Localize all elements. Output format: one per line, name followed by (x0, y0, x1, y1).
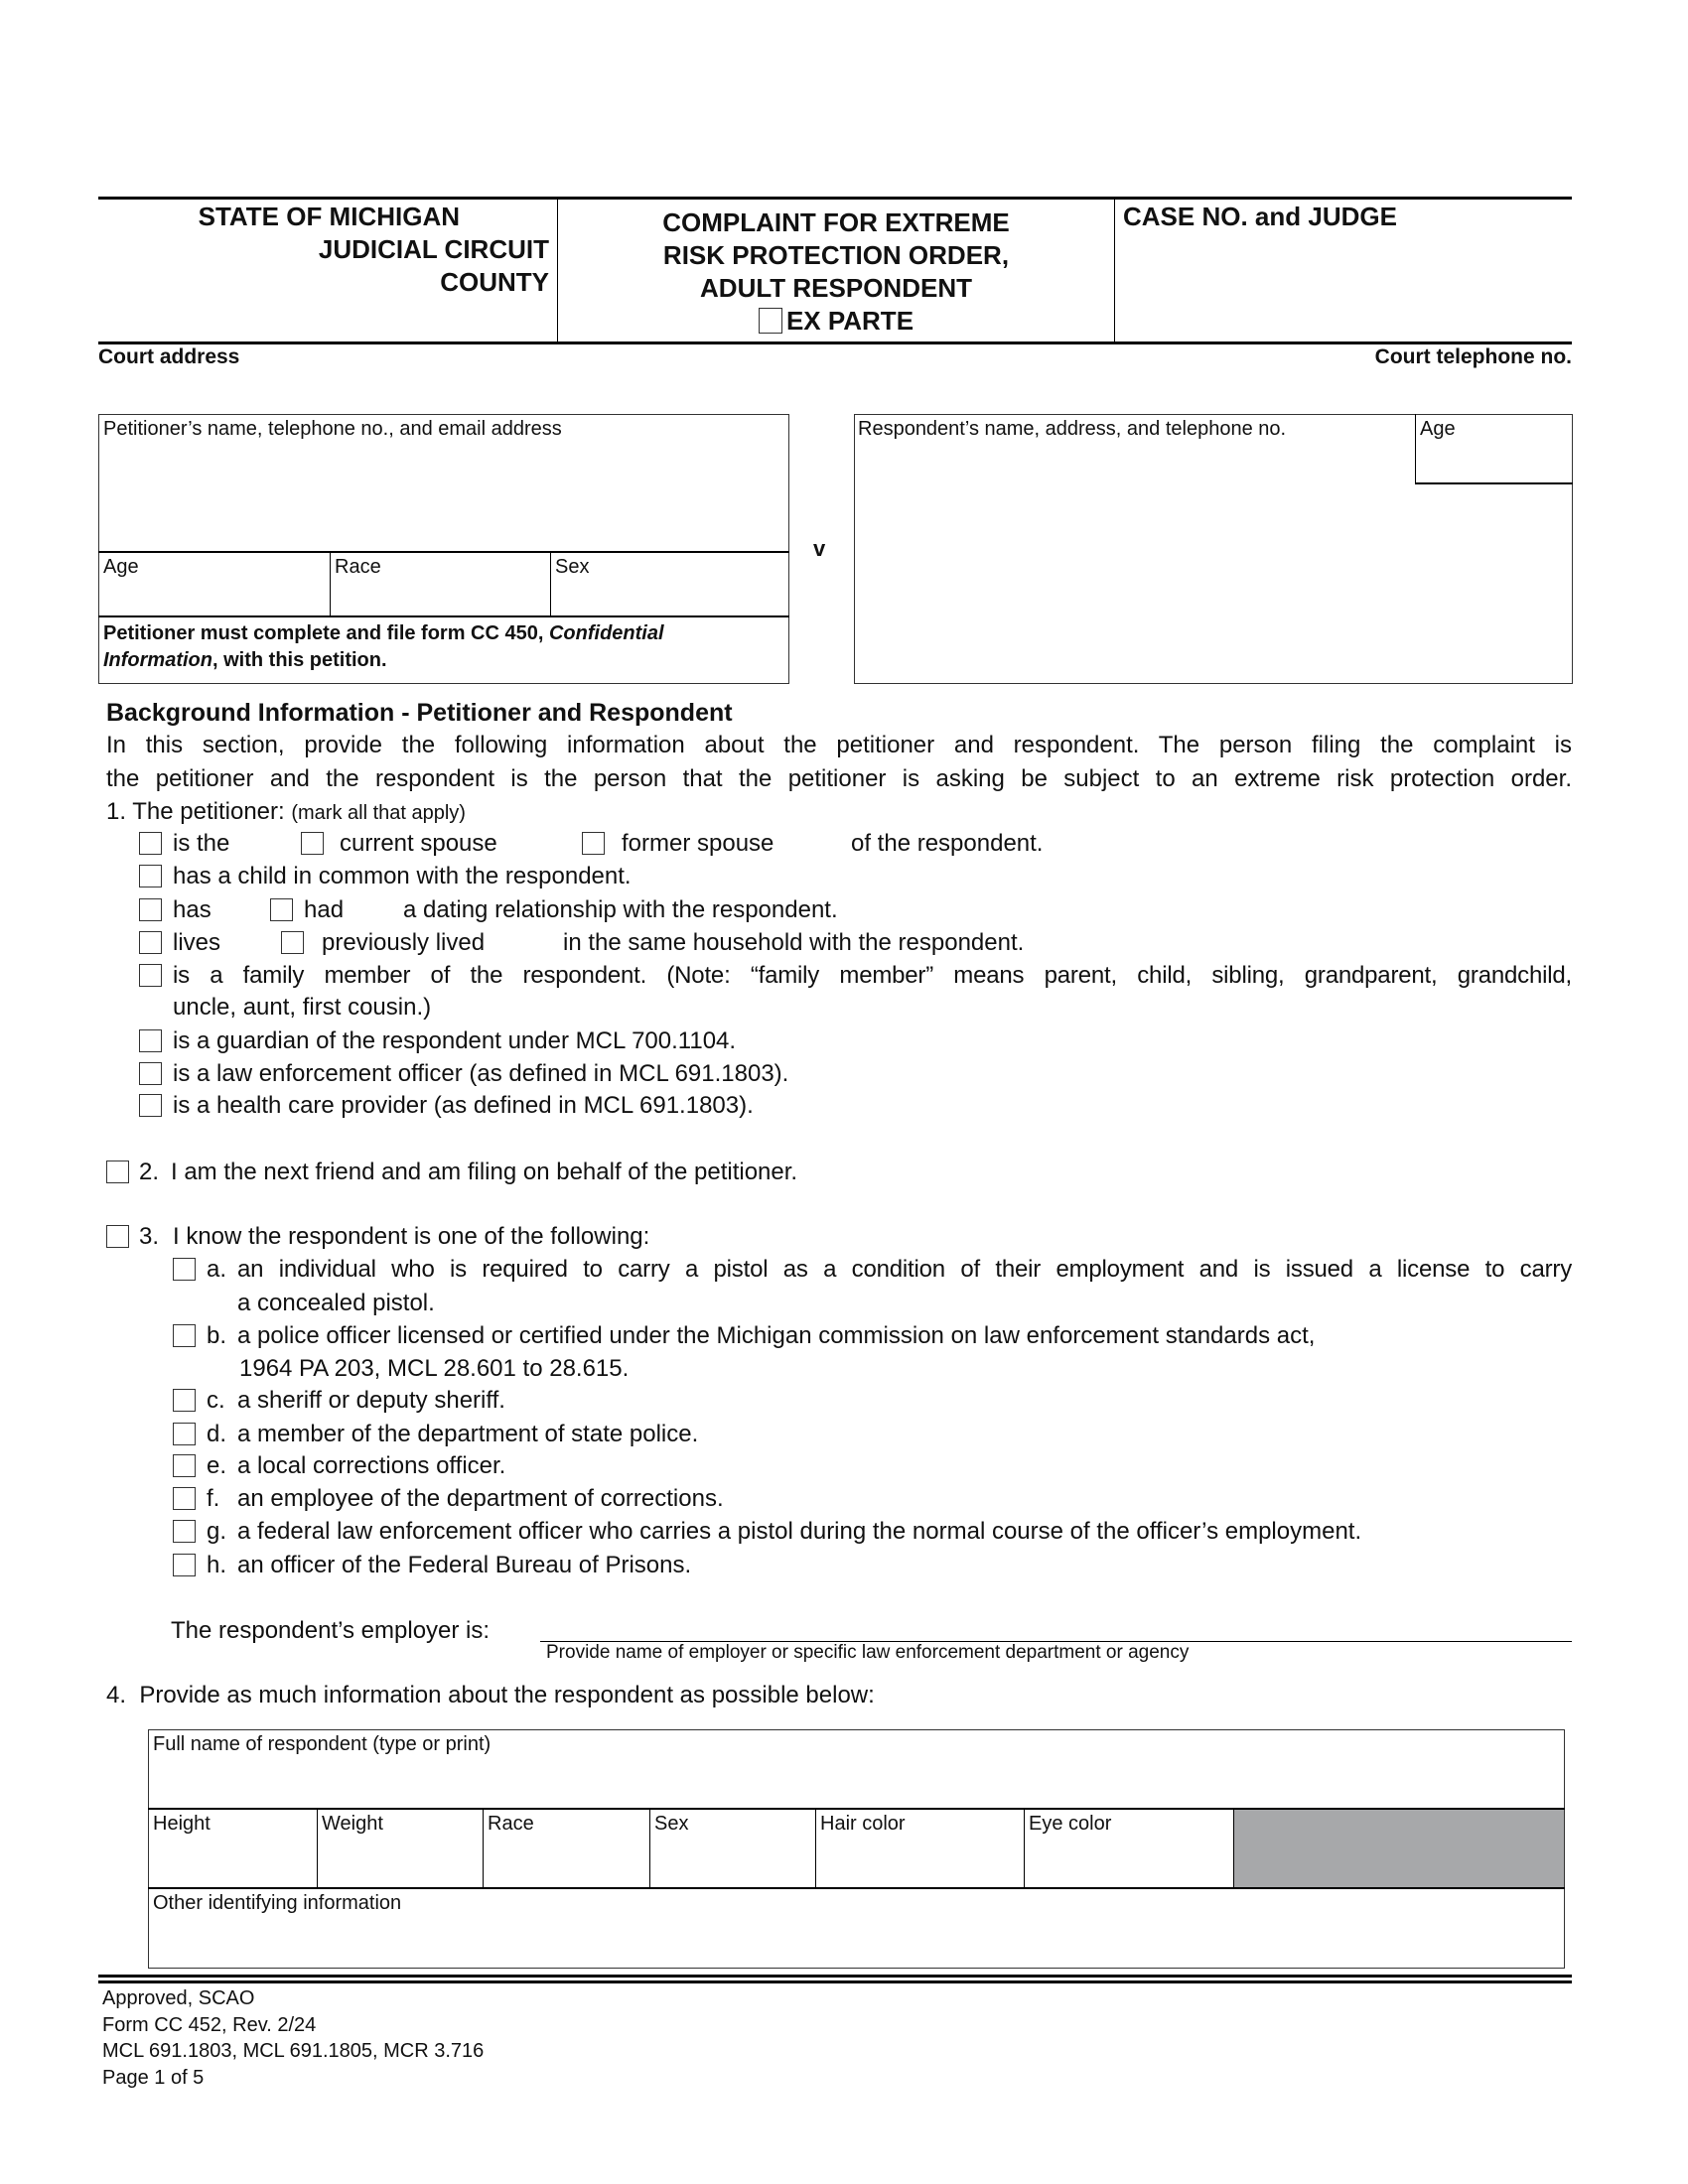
item-text: Provide as much information about the respondent as possible below: (139, 1682, 875, 1708)
item-text: I am the next friend and am filing on behalf of the petitioner. (171, 1159, 798, 1185)
lives-checkbox[interactable] (139, 931, 162, 954)
form-number: Form CC 452, Rev. 2/24 (102, 2013, 317, 2036)
option-label: is a health care provider (as defined in MCL 691.1803). (173, 1092, 754, 1119)
section-heading: Background Information - Petitioner and Respondent (106, 699, 733, 727)
item-note: (mark all that apply) (291, 802, 466, 824)
option-label: an employee of the department of corrections. (237, 1485, 724, 1512)
divider (483, 1809, 484, 1888)
ex-parte-label: EX PARTE (785, 306, 914, 336)
option-letter: h. (207, 1552, 227, 1578)
divider (148, 1808, 1565, 1810)
is-the-checkbox[interactable] (139, 832, 162, 855)
respondent-info-table (148, 1729, 1565, 1969)
option-label: had (304, 896, 345, 923)
title-line: ADULT RESPONDENT (700, 273, 972, 303)
option-h-checkbox[interactable] (173, 1554, 196, 1576)
divider (649, 1809, 650, 1888)
intro-line: the petitioner and the respondent is the person that the petitioner is asking be subject to an extreme risk protection order. (106, 765, 1572, 792)
item-text: The petitioner: (132, 798, 285, 825)
had-checkbox[interactable] (270, 898, 293, 921)
form-title (558, 206, 1114, 338)
divider (550, 551, 551, 616)
option-label: has (173, 896, 211, 923)
item-number: 1. (106, 798, 127, 825)
has-checkbox[interactable] (139, 898, 162, 921)
divider (98, 551, 789, 553)
option-label: a police officer licensed or certified under the Michigan commission on law enforcement standards act, (237, 1322, 1316, 1349)
item1-label (106, 798, 466, 827)
option-letter: f. (207, 1485, 220, 1512)
page-number: Page 1 of 5 (102, 2066, 205, 2089)
option-label: has a child in common with the respondent. (173, 863, 632, 889)
option-letter: d. (207, 1421, 227, 1447)
item-text: I know the respondent is one of the following: (173, 1223, 650, 1250)
option-label: a member of the department of state police. (237, 1421, 699, 1447)
case-no-label: CASE NO. and JUDGE (1123, 202, 1397, 231)
option-a-checkbox[interactable] (173, 1258, 196, 1281)
divider (330, 551, 331, 616)
next-friend-checkbox[interactable] (106, 1160, 129, 1183)
notice-italic: Information (103, 649, 212, 671)
petitioner-name-field[interactable]: Petitioner’s name, telephone no., and email address (103, 418, 562, 440)
option-d-checkbox[interactable] (173, 1423, 196, 1445)
option-label: an officer of the Federal Bureau of Prisons. (237, 1552, 692, 1578)
eye-color-field[interactable]: Eye color (1029, 1813, 1112, 1835)
option-label: uncle, aunt, first cousin.) (173, 994, 432, 1021)
respondent-name-field[interactable]: Respondent’s name, address, and telephone no. (858, 418, 1287, 440)
option-text: in the same household with the respondent. (563, 929, 1025, 956)
divider (98, 615, 789, 617)
versus-label: v (813, 536, 826, 561)
divider (317, 1809, 318, 1888)
item-number: 3. (139, 1223, 160, 1250)
option-letter: e. (207, 1452, 227, 1479)
header-top-rule (98, 197, 1572, 200)
law-enforcement-checkbox[interactable] (139, 1062, 162, 1085)
previously-lived-checkbox[interactable] (281, 931, 304, 954)
item4-label (106, 1682, 875, 1709)
full-name-field[interactable]: Full name of respondent (type or print) (153, 1733, 492, 1755)
footer-rule (98, 1975, 1572, 1978)
petitioner-race-field[interactable]: Race (335, 556, 381, 578)
notice-text: Petitioner must complete and file form CC 450, (103, 622, 549, 644)
option-letter: b. (207, 1322, 227, 1349)
weight-field[interactable]: Weight (322, 1813, 383, 1835)
option-label: previously lived (322, 929, 486, 956)
divider (1415, 414, 1416, 483)
option-label: is a law enforcement officer (as defined in MCL 691.1803). (173, 1060, 789, 1087)
option-b-checkbox[interactable] (173, 1324, 196, 1347)
option-label: is the (173, 830, 230, 857)
former-spouse-checkbox[interactable] (582, 832, 605, 855)
current-spouse-checkbox[interactable] (301, 832, 324, 855)
circuit-label: JUDICIAL CIRCUIT (318, 234, 549, 264)
footer (102, 1985, 484, 2091)
other-info-field[interactable]: Other identifying information (153, 1892, 402, 1914)
family-member-checkbox[interactable] (139, 964, 162, 987)
court-telephone-label: Court telephone no. (1374, 345, 1572, 368)
option-label: a concealed pistol. (237, 1290, 435, 1316)
title-line: COMPLAINT FOR EXTREME (662, 207, 1010, 237)
option-letter: g. (207, 1518, 227, 1545)
option-label: current spouse (340, 830, 497, 857)
option-label: former spouse (622, 830, 774, 857)
footer-rule (98, 1980, 1572, 1983)
divider (1233, 1809, 1234, 1888)
option-label: is a guardian of the respondent under MCL 700.1104. (173, 1027, 737, 1054)
petitioner-age-field[interactable]: Age (103, 556, 139, 578)
health-care-checkbox[interactable] (139, 1094, 162, 1117)
respondent-category-checkbox[interactable] (106, 1225, 129, 1248)
employer-caption: Provide name of employer or specific law enforcement department or agency (546, 1642, 1190, 1663)
option-label: an individual who is required to carry a pistol as a condition of their employment and is issued a license to carry (237, 1256, 1572, 1283)
option-text: a dating relationship with the respondent. (403, 896, 838, 923)
state-label: STATE OF MICHIGAN (198, 202, 460, 231)
court-heading (149, 201, 549, 299)
respondent-age-field[interactable]: Age (1420, 418, 1456, 440)
option-label: a local corrections officer. (237, 1452, 506, 1479)
option-label: a federal law enforcement officer who carries a pistol during the normal course of the officer’s employment. (237, 1518, 1362, 1545)
option-label: 1964 PA 203, MCL 28.601 to 28.615. (239, 1355, 630, 1382)
option-g-checkbox[interactable] (173, 1520, 196, 1543)
option-letter: a. (207, 1256, 227, 1283)
court-address-label: Court address (98, 345, 240, 368)
hair-color-field[interactable]: Hair color (820, 1813, 906, 1835)
respondent-box (854, 414, 1573, 684)
employer-label: The respondent’s employer is: (171, 1617, 491, 1644)
title-line: RISK PROTECTION ORDER, (662, 240, 1010, 270)
divider (148, 1887, 1565, 1889)
header-bottom-rule (98, 341, 1572, 344)
option-e-checkbox[interactable] (173, 1454, 196, 1477)
petitioner-sex-field[interactable]: Sex (555, 556, 590, 578)
county-label: COUNTY (440, 267, 549, 297)
notice-italic: Confidential (548, 622, 664, 644)
option-label: is a family member of the respondent. (Note: “family member” means parent, child, sibling, grandparent, grandchild, (173, 962, 1572, 989)
option-letter: c. (207, 1387, 225, 1414)
sex-field[interactable]: Sex (654, 1813, 689, 1835)
guardian-checkbox[interactable] (139, 1029, 162, 1052)
divider (1415, 482, 1573, 484)
option-f-checkbox[interactable] (173, 1487, 196, 1510)
option-c-checkbox[interactable] (173, 1389, 196, 1412)
race-field[interactable]: Race (488, 1813, 534, 1835)
child-in-common-checkbox[interactable] (139, 865, 162, 887)
item-number: 2. (139, 1159, 160, 1185)
divider (1114, 199, 1115, 342)
intro-line: In this section, provide the following information about the petitioner and respondent. The person filing the complaint is (106, 732, 1572, 758)
notice-text: , with this petition. (212, 649, 387, 671)
item-number: 4. (106, 1682, 127, 1708)
confidential-notice (103, 620, 664, 674)
divider (815, 1809, 816, 1888)
option-label: lives (173, 929, 221, 956)
approval-text: Approved, SCAO (102, 1987, 255, 2009)
statute-references: MCL 691.1803, MCL 691.1805, MCR 3.716 (102, 2040, 485, 2062)
option-text: of the respondent. (851, 830, 1044, 857)
ex-parte-checkbox[interactable] (759, 308, 782, 334)
divider (1024, 1809, 1025, 1888)
option-label: a sheriff or deputy sheriff. (237, 1387, 505, 1414)
ex-parte-option (558, 305, 1114, 338)
height-field[interactable]: Height (153, 1813, 211, 1835)
